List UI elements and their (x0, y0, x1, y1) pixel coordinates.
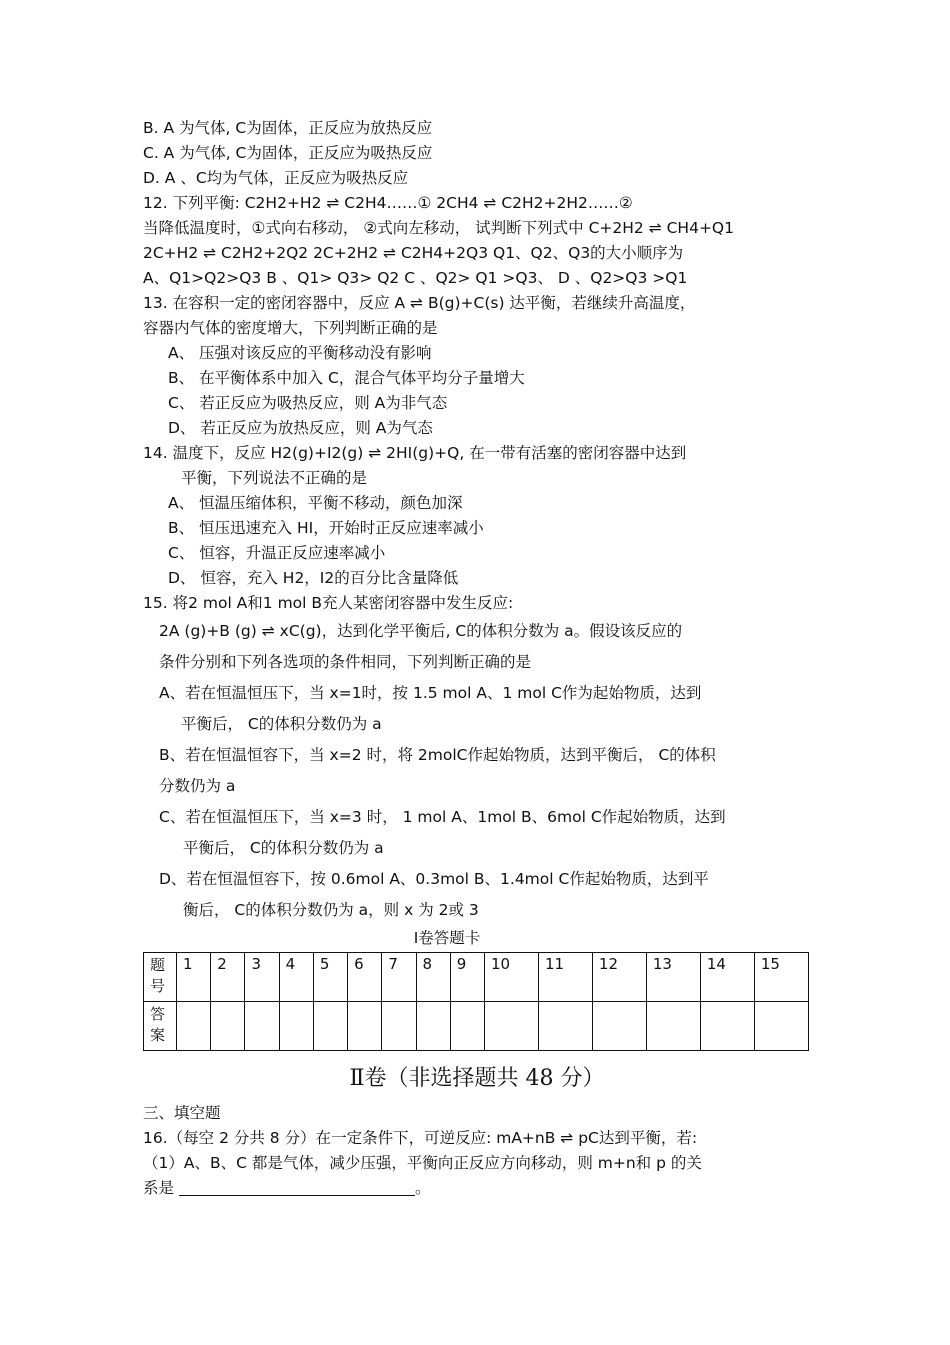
answer-cell[interactable] (382, 1002, 416, 1051)
answer-card-table (143, 952, 809, 1051)
question-text-line: 2C+H2 ⇌ C2H2+2Q2 2C+2H2 ⇌ C2H4+2Q3 Q1、Q2、Q3的大小顺序为 (143, 244, 684, 262)
question-text-line: C、 若正反应为吸热反应，则 A为非气态 (168, 394, 448, 412)
section-3-heading: 三、填空题 (143, 1104, 221, 1122)
question-number-cell: 12 (592, 953, 646, 1002)
question-text-line: 13. 在容积一定的密闭容器中，反应 A ⇌ B(g)+C(s) 达平衡，若继续升高温度， (143, 294, 696, 312)
exam-page (143, 116, 811, 1201)
question-text-line: C. A 为气体, C为固体，正反应为吸热反应 (143, 144, 433, 162)
question-text-line: D、 若正反应为放热反应，则 A为气态 (168, 419, 433, 437)
question-number-cell: 4 (279, 953, 313, 1002)
question-16-line-1: 16.（每空 2 分共 8 分）在一定条件下，可逆反应: mA+nB ⇌ pC达到平衡，若: (143, 1129, 698, 1147)
question-15-text-line: 平衡后， C的体积分数仍为 a (181, 715, 382, 733)
question-number-cell: 6 (348, 953, 382, 1002)
answer-cell[interactable] (646, 1002, 700, 1051)
question-number-cell: 1 (177, 953, 211, 1002)
question-number-cell: 9 (450, 953, 484, 1002)
question-text-line: 当降低温度时，①式向右移动， ②式向左移动， 试判断下列式中 C+2H2 ⇌ CH4+Q1 (143, 219, 734, 237)
question-15-text-line: C、若在恒温恒压下，当 x=3 时， 1 mol A、1mol B、6mol C作起始物质，达到 (159, 808, 726, 826)
question-text-line: D. A 、C均为气体，正反应为吸热反应 (143, 169, 409, 187)
answer-card-answer-row (144, 1002, 809, 1051)
question-text-line: B、 在平衡体系中加入 C，混合气体平均分子量增大 (168, 369, 525, 387)
question-text-line: 12. 下列平衡: C2H2+H2 ⇌ C2H4……① 2CH4 ⇌ C2H2+2H2……② (143, 194, 633, 212)
question-text-line: 容器内气体的密度增大，下列判断正确的是 (143, 319, 438, 337)
question-text-line: 14. 温度下，反应 H2(g)+I2(g) ⇌ 2HI(g)+Q, 在一带有活塞的密闭容器中达到 (143, 444, 687, 462)
answer-cell[interactable] (177, 1002, 211, 1051)
question-15-text-line: 条件分别和下列各选项的条件相同，下列判断正确的是 (159, 653, 532, 671)
question-16-line-3 (143, 1176, 811, 1201)
question-15-text-line: 衡后， C的体积分数仍为 a，则 x 为 2或 3 (183, 901, 479, 919)
question-number-cell: 10 (484, 953, 538, 1002)
question-text-line: 平衡，下列说法不正确的是 (181, 469, 368, 487)
answer-cell[interactable] (700, 1002, 754, 1051)
question-number-cell: 5 (313, 953, 347, 1002)
row-header-answer: 答 案 (144, 1002, 177, 1051)
question-number-cell: 3 (245, 953, 279, 1002)
question-text-line: C、 恒容，升温正反应速率减小 (168, 544, 386, 562)
answer-cell[interactable] (245, 1002, 279, 1051)
answer-cell[interactable] (211, 1002, 245, 1051)
question-number-cell: 15 (754, 953, 808, 1002)
question-number-cell: 8 (416, 953, 450, 1002)
answer-cell[interactable] (592, 1002, 646, 1051)
questions-11-15 (143, 116, 811, 616)
question-text-line: D、 恒容，充入 H2，I2的百分比含量降低 (168, 569, 459, 587)
question-text-line: A、 恒温压缩体积，平衡不移动，颜色加深 (168, 494, 463, 512)
question-number-cell: 7 (382, 953, 416, 1002)
question-15-text-line: D、若在恒温恒容下，按 0.6mol A、0.3mol B、1.4mol C作起始物质，达到平 (159, 870, 709, 888)
question-text-line: B、 恒压迅速充入 HI，开始时正反应速率减小 (168, 519, 484, 537)
question-number-cell: 13 (646, 953, 700, 1002)
answer-card-number-row (144, 953, 809, 1002)
answer-card-title: Ⅰ卷答题卡 (413, 929, 481, 947)
question-text-line: A、 压强对该反应的平衡移动没有影响 (168, 344, 432, 362)
question-15-text-line: 平衡后， C的体积分数仍为 a (183, 839, 384, 857)
answer-cell[interactable] (416, 1002, 450, 1051)
question-text-line: 15. 将2 mol A和1 mol B充人某密闭容器中发生反应: (143, 594, 514, 612)
question-15-text-line: B、若在恒温恒容下，当 x=2 时，将 2molC作起始物质，达到平衡后， C的体积 (159, 746, 716, 764)
question-number-cell: 14 (700, 953, 754, 1002)
answer-cell[interactable] (538, 1002, 592, 1051)
section-2-title: Ⅱ卷（非选择题共 48 分） (349, 1066, 605, 1091)
question-15-text-line: A、若在恒温恒压下，当 x=1时，按 1.5 mol A、1 mol C作为起始物质，达到 (159, 684, 702, 702)
q16-suffix: 。 (414, 1179, 431, 1197)
answer-cell[interactable] (348, 1002, 382, 1051)
q16-prefix: 系是 (143, 1179, 179, 1197)
question-text-line: B. A 为气体, C为固体，正反应为放热反应 (143, 119, 433, 137)
question-number-cell: 11 (538, 953, 592, 1002)
question-15-text-line: 2A (g)+B (g) ⇌ xC(g)，达到化学平衡后, C的体积分数为 a。假设该反应的 (159, 622, 683, 640)
question-text-line: A、Q1>Q2>Q3 B 、Q1> Q3> Q2 C 、Q2> Q1 >Q3、 D 、Q2>Q3 >Q1 (143, 269, 688, 287)
row-header-number: 题 号 (144, 953, 177, 1002)
answer-cell[interactable] (754, 1002, 808, 1051)
answer-blank[interactable] (179, 1178, 415, 1196)
question-16-line-2: （1）A、B、C 都是气体，减少压强，平衡向正反应方向移动，则 m+n和 p 的关 (143, 1154, 702, 1172)
answer-cell[interactable] (279, 1002, 313, 1051)
answer-cell[interactable] (450, 1002, 484, 1051)
answer-cell[interactable] (484, 1002, 538, 1051)
question-15-options (143, 616, 811, 926)
question-15-text-line: 分数仍为 a (159, 777, 236, 795)
answer-cell[interactable] (313, 1002, 347, 1051)
question-number-cell: 2 (211, 953, 245, 1002)
